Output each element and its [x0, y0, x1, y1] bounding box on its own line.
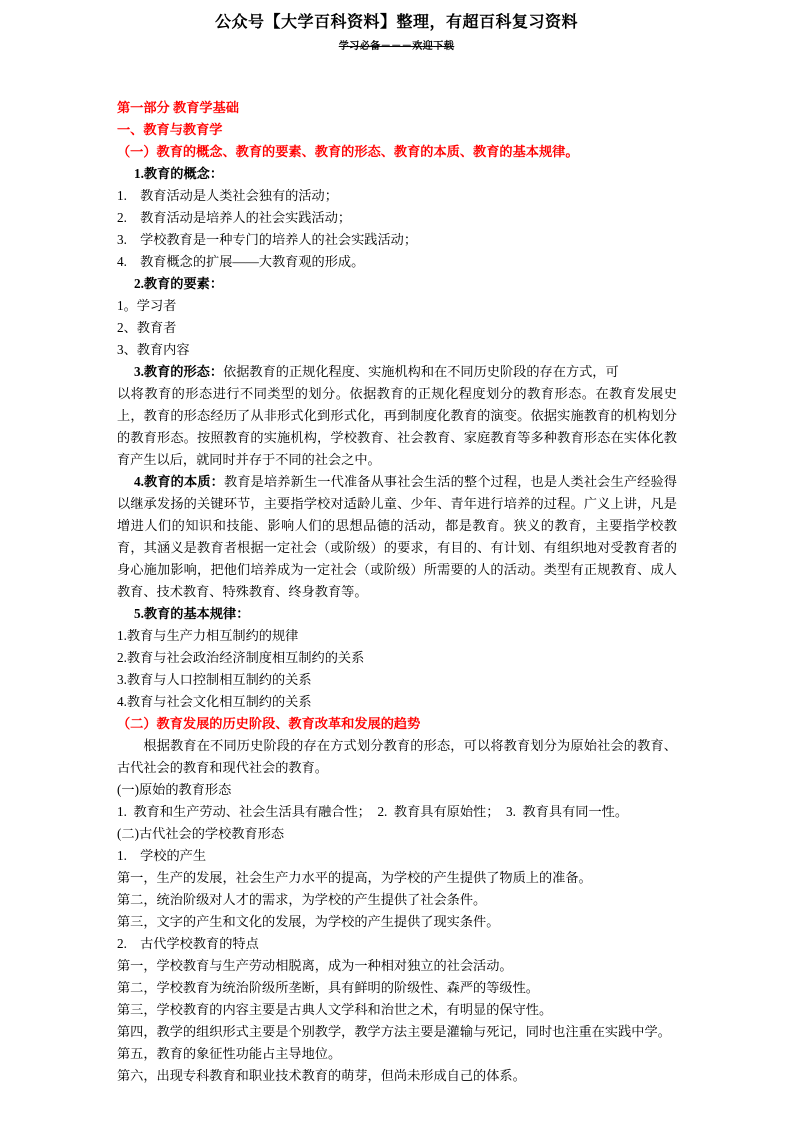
text-line: 第二，统治阶级对人才的需求，为学校的产生提供了社会条件。	[117, 892, 487, 907]
subheading-concept: 1.教育的概念：	[134, 166, 224, 181]
text-line: 第三，文字的产生和文化的发展，为学校的产生提供了现实条件。	[117, 914, 500, 929]
list-item: 4. 教育概念的扩展——大教育观的形成。	[117, 254, 365, 269]
subheading-elements: 2.教育的要素：	[134, 276, 224, 291]
chapter-heading: 一、教育与教育学	[117, 122, 223, 137]
list-item: 1.教育与生产力相互制约的规律	[117, 628, 299, 643]
doc-header	[0, 0, 793, 52]
paragraph-text: 依据教育的正规化程度、实施机构和在不同历史阶段的存在方式，可	[223, 364, 619, 379]
list-item: 1。学习者	[117, 298, 177, 313]
list-item: 3、教育内容	[117, 342, 190, 357]
paragraph-form-body: 以将教育的形态进行不同类型的划分。依据教育的正规化程度划分的教育形态。在教育发展史上，教育的形态经历了从非形式化到形式化，再到制度化教育的演变。依据实施教育的机构划分的教育形态。按照教育的实施机构，学校教育、社会教育、家庭教育等多种教育形态在实体化教育产生以后，就同时并存于不同的社会之中。	[117, 386, 677, 467]
list-item: 4.教育与社会文化相互制约的关系	[117, 694, 312, 709]
section-1-heading: （一）教育的概念、教育的要素、教育的形态、教育的本质、教育的基本规律。	[117, 144, 579, 159]
list-item: 1. 教育和生产劳动、社会生活具有融合性； 2. 教育具有原始性； 3. 教育具有同一性。	[117, 804, 629, 819]
text-line: 第四，教学的组织形式主要是个别教学，教学方法主要是灌输与死记，同时也注重在实践中学。	[117, 1024, 671, 1039]
section-2-heading: （二）教育发展的历史阶段、教育改革和发展的趋势	[117, 716, 421, 731]
paragraph-essence	[117, 471, 677, 603]
text-line: 第一，学校教育与生产劳动相脱离，成为一种相对独立的社会活动。	[117, 958, 513, 973]
paragraph-lead: 4.教育的本质：	[134, 474, 224, 489]
document-body	[117, 97, 677, 1087]
text-line: (一)原始的教育形态	[117, 782, 232, 797]
list-item: 2.教育与社会政治经济制度相互制约的关系	[117, 650, 365, 665]
text-line: 第二，学校教育为统治阶级所垄断，具有鲜明的阶级性、森严的等级性。	[117, 980, 539, 995]
subheading-laws: 5.教育的基本规律：	[134, 606, 250, 621]
text-line: 第六，出现专科教育和职业技术教育的萌芽，但尚未形成自己的体系。	[117, 1068, 526, 1083]
text-line: 第三，学校教育的内容主要是古典人文学科和治世之术，有明显的保守性。	[117, 1002, 553, 1017]
header-watermark: 学习必备－－－欢迎下载	[338, 41, 455, 52]
part-heading: 第一部分 教育学基础	[117, 100, 239, 115]
paragraph-text: 教育是培养新生一代准备从事社会生活的整个过程，也是人类社会生产经验得以继承发扬的关键环节，主要指学校对适龄儿童、少年、青年进行培养的过程。广义上讲，凡是增进人们的知识和技能、影响人们的思想品德的活动，都是教育。狭义的教育，主要指学校教育，其涵义是教育者根据一定社会（或阶级）的要求，有目的、有计划、有组织地对受教育者的身心施加影响，把他们培养成为一定社会（或阶级）所需要的人的活动。类型有正规教育、成人教育、技术教育、特殊教育、终身教育等。	[117, 474, 677, 599]
list-item: 2、教育者	[117, 320, 177, 335]
text-line: 第五，教育的象征性功能占主导地位。	[117, 1046, 342, 1061]
paragraph-form-lead-line	[117, 361, 677, 383]
text-line: (二)古代社会的学校教育形态	[117, 826, 285, 841]
paragraph-lead: 3.教育的形态：	[134, 364, 224, 379]
text-line: 第一，生产的发展，社会生产力水平的提高，为学校的产生提供了物质上的准备。	[117, 870, 592, 885]
list-item: 3. 学校教育是一种专门的培养人的社会实践活动；	[117, 232, 418, 247]
list-item: 1. 教育活动是人类社会独有的活动；	[117, 188, 338, 203]
paragraph-stages: 根据教育在不同历史阶段的存在方式划分教育的形态，可以将教育划分为原始社会的教育、古代社会的教育和现代社会的教育。	[117, 738, 677, 775]
header-title: 公众号【大学百科资料】整理，有超百科复习资料	[214, 14, 578, 31]
text-line: 1. 学校的产生	[117, 848, 207, 863]
list-item: 3.教育与人口控制相互制约的关系	[117, 672, 312, 687]
list-item: 2. 教育活动是培养人的社会实践活动；	[117, 210, 352, 225]
text-line: 2. 古代学校教育的特点	[117, 936, 259, 951]
